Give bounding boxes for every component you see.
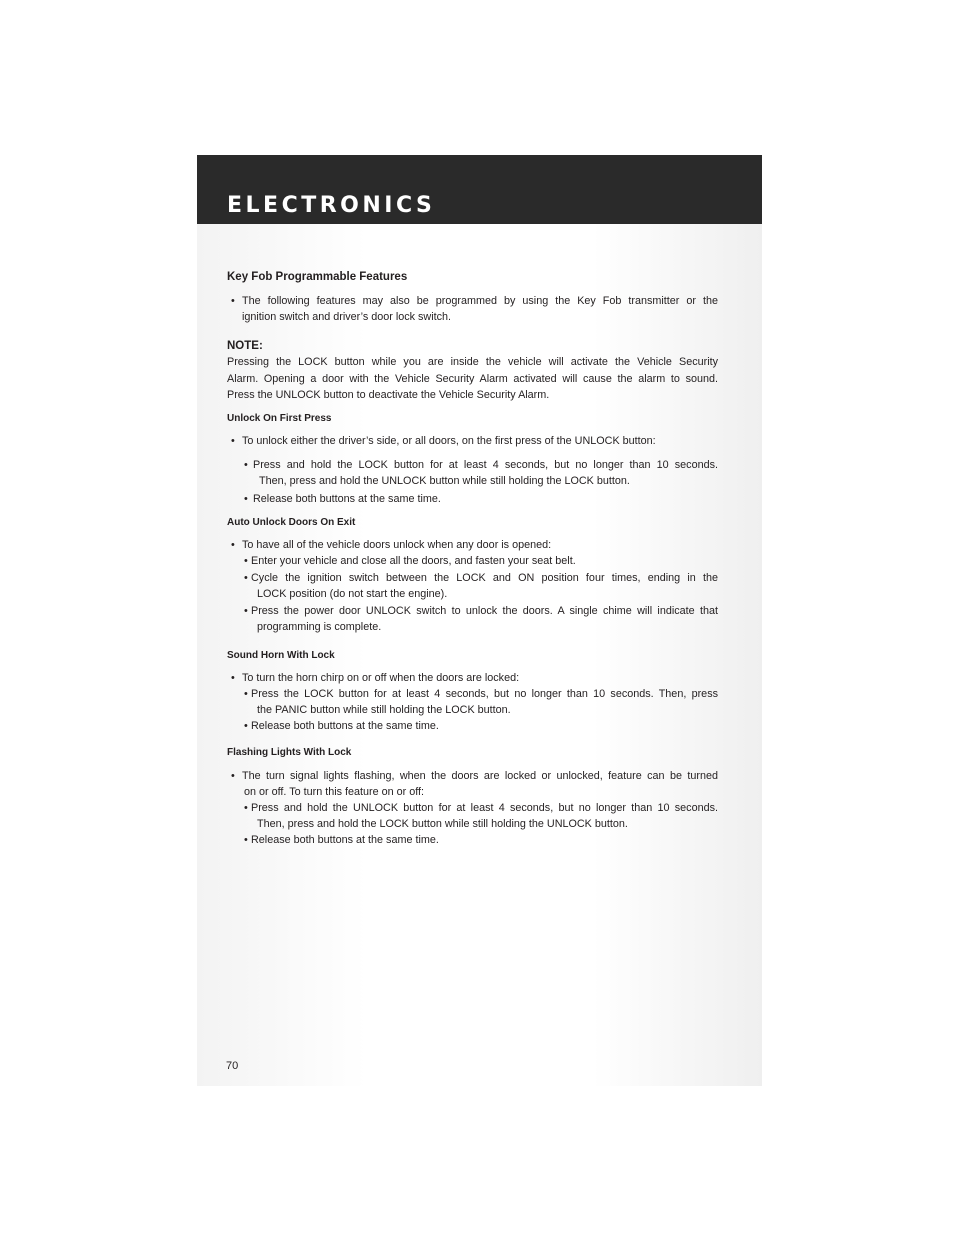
manual-page [197, 155, 762, 1086]
section-header-band [197, 155, 762, 224]
bullet-marker: • [244, 605, 248, 617]
section-title: ELECTRONICS [227, 193, 436, 218]
auto-unlock-step-2-line-1: Cycle the ignition switch between the LOCK and ON position four times, ending in the [251, 572, 718, 584]
auto-unlock-step-2-line-2: LOCK position (do not start the engine). [257, 588, 448, 600]
bullet-marker: • [244, 493, 248, 505]
subheading-sound-horn: Sound Horn With Lock [227, 650, 335, 661]
note-line-3: Press the UNLOCK button to deactivate the Vehicle Security Alarm. [227, 389, 550, 401]
auto-unlock-step-3-line-2: programming is complete. [257, 621, 382, 633]
bullet-marker: • [244, 555, 248, 567]
intro-bullet-line-2: ignition switch and driver’s door lock switch. [242, 311, 452, 323]
bullet-marker: • [231, 672, 235, 684]
auto-unlock-step-3-line-1: Press the power door UNLOCK switch to unlock the doors. A single chime will indicate that [251, 605, 718, 617]
auto-unlock-bullet: To have all of the vehicle doors unlock when any door is opened: [242, 539, 552, 551]
bullet-marker: • [244, 834, 248, 846]
note-line-2: Alarm. Opening a door with the Vehicle Security Alarm activated will cause the alarm to sound. [227, 373, 718, 385]
bullet-marker: • [244, 459, 248, 471]
bullet-marker: • [231, 539, 235, 551]
flashing-lights-bullet-line-1: The turn signal lights flashing, when the doors are locked or unlocked, feature can be turned [242, 770, 718, 782]
flashing-lights-bullet-line-2: on or off. To turn this feature on or off: [244, 786, 425, 798]
note-line-1: Pressing the LOCK button while you are inside the vehicle will activate the Vehicle Security [227, 356, 718, 368]
flashing-lights-step-2: Release both buttons at the same time. [251, 834, 439, 846]
bullet-marker: • [231, 295, 235, 307]
sound-horn-step-1-line-2: the PANIC button while still holding the LOCK button. [257, 704, 511, 716]
page-heading: Key Fob Programmable Features [227, 271, 408, 283]
sound-horn-bullet: To turn the horn chirp on or off when the doors are locked: [242, 672, 520, 684]
bullet-marker: • [231, 770, 235, 782]
unlock-first-press-step-1-line-2: Then, press and hold the UNLOCK button while still holding the LOCK button. [259, 475, 630, 487]
subheading-unlock-first-press: Unlock On First Press [227, 413, 332, 424]
flashing-lights-step-1-line-1: Press and hold the UNLOCK button for at least 4 seconds, but no longer than 10 seconds. [251, 802, 718, 814]
unlock-first-press-step-2: Release both buttons at the same time. [253, 493, 441, 505]
bullet-marker: • [244, 688, 248, 700]
unlock-first-press-bullet: To unlock either the driver’s side, or all doors, on the first press of the UNLOCK button: [242, 435, 656, 447]
bullet-marker: • [244, 720, 248, 732]
page-number: 70 [226, 1060, 239, 1072]
bullet-marker: • [244, 572, 248, 584]
sound-horn-step-2: Release both buttons at the same time. [251, 720, 439, 732]
auto-unlock-step-1: Enter your vehicle and close all the doors, and fasten your seat belt. [251, 555, 576, 567]
subheading-auto-unlock: Auto Unlock Doors On Exit [227, 517, 356, 528]
note-label: NOTE: [227, 340, 263, 352]
bullet-marker: • [244, 802, 248, 814]
flashing-lights-step-1-line-2: Then, press and hold the LOCK button while still holding the UNLOCK button. [257, 818, 628, 830]
unlock-first-press-step-1-line-1: Press and hold the LOCK button for at least 4 seconds, but no longer than 10 seconds. [253, 459, 718, 471]
bullet-marker: • [231, 435, 235, 447]
subheading-flashing-lights: Flashing Lights With Lock [227, 747, 352, 758]
intro-bullet-line-1: The following features may also be programmed by using the Key Fob transmitter or the [242, 295, 718, 307]
sound-horn-step-1-line-1: Press the LOCK button for at least 4 seconds, but no longer than 10 seconds. Then, press [251, 688, 718, 700]
